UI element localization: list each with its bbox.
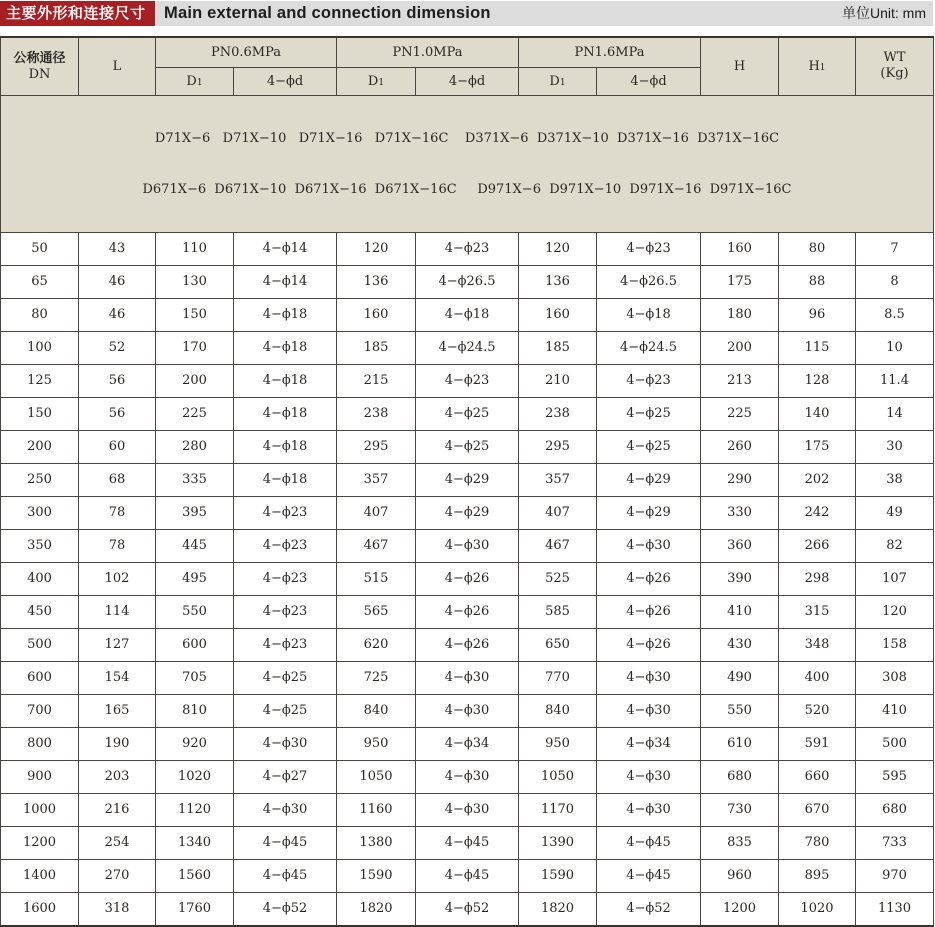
cell-pn16-d1: 1820 [519,892,597,926]
cell-pn16-bolt: 4−ϕ24.5 [597,331,701,364]
cell-pn06-d1: 1020 [156,760,234,793]
cell-pn10-bolt: 4−ϕ26.5 [416,265,519,298]
cell-pn06-bolt: 4−ϕ18 [234,364,337,397]
cell-pn06-d1: 550 [156,595,234,628]
header-h1-sub: 1 [819,62,826,73]
cell-h: 330 [701,496,779,529]
cell-h1: 780 [779,826,856,859]
table-row [1,727,934,760]
cell-pn06-d1: 150 [156,298,234,331]
cell-pn10-bolt: 4−ϕ23 [416,364,519,397]
model-line-1: D71X−6 D71X−10 D71X−16 D71X−16C D371X−6 D371X−10 D371X−16 D371X−16C [154,130,780,146]
cell-pn06-d1: 225 [156,397,234,430]
cell-dn: 150 [1,397,79,430]
cell-h: 960 [701,859,779,892]
cell-h: 410 [701,595,779,628]
cell-wt: 14 [856,397,934,430]
d1-sub: 1 [378,77,385,88]
cell-h: 175 [701,265,779,298]
cell-wt: 1130 [856,892,934,926]
d1-sub: 1 [559,77,566,88]
cell-pn06-bolt: 4−ϕ25 [234,694,337,727]
cell-h: 213 [701,364,779,397]
cell-pn10-bolt: 4−ϕ30 [416,793,519,826]
header-l: L [79,37,156,95]
cell-dn: 200 [1,430,79,463]
cell-pn06-bolt: 4−ϕ23 [234,529,337,562]
cell-pn06-bolt: 4−ϕ18 [234,397,337,430]
cell-h1: 140 [779,397,856,430]
cell-pn10-bolt: 4−ϕ45 [416,826,519,859]
cell-pn06-bolt: 4−ϕ45 [234,826,337,859]
cell-pn06-bolt: 4−ϕ30 [234,793,337,826]
unit-label: 单位Unit: mm [842,5,926,21]
cell-h1: 400 [779,661,856,694]
cell-wt: 8.5 [856,298,934,331]
cell-l: 114 [79,595,156,628]
cell-pn16-bolt: 4−ϕ30 [597,793,701,826]
cell-pn06-d1: 1760 [156,892,234,926]
cell-pn10-d1: 467 [337,529,416,562]
cell-pn10-d1: 215 [337,364,416,397]
cell-pn06-bolt: 4−ϕ52 [234,892,337,926]
cell-pn16-bolt: 4−ϕ52 [597,892,701,926]
header-h1 [779,37,856,95]
cell-l: 78 [79,529,156,562]
cell-dn: 125 [1,364,79,397]
cell-h1: 80 [779,232,856,265]
cell-pn16-d1: 407 [519,496,597,529]
cell-pn06-bolt: 4−ϕ18 [234,298,337,331]
cell-h: 180 [701,298,779,331]
cell-pn16-bolt: 4−ϕ30 [597,529,701,562]
cell-l: 56 [79,397,156,430]
cell-pn10-d1: 1160 [337,793,416,826]
cell-h1: 298 [779,562,856,595]
cell-pn10-d1: 1380 [337,826,416,859]
cell-l: 68 [79,463,156,496]
cell-pn10-bolt: 4−ϕ52 [416,892,519,926]
cell-pn06-d1: 1560 [156,859,234,892]
cell-h: 290 [701,463,779,496]
header-pn06-bolt: 4−ϕd [234,67,337,95]
header-pn16-d1 [519,67,597,95]
cell-pn06-bolt: 4−ϕ18 [234,463,337,496]
cell-dn: 80 [1,298,79,331]
cell-dn: 350 [1,529,79,562]
cell-h: 200 [701,331,779,364]
cell-wt: 500 [856,727,934,760]
cell-pn16-d1: 1170 [519,793,597,826]
cell-pn16-bolt: 4−ϕ23 [597,364,701,397]
cell-h1: 895 [779,859,856,892]
cell-h: 490 [701,661,779,694]
cell-h: 680 [701,760,779,793]
header-pn16: PN1.6MPa [519,37,701,67]
cell-pn10-d1: 565 [337,595,416,628]
table-row [1,298,934,331]
cell-pn06-d1: 130 [156,265,234,298]
cell-pn16-bolt: 4−ϕ30 [597,694,701,727]
cell-pn10-d1: 120 [337,232,416,265]
cell-h: 430 [701,628,779,661]
cell-dn: 1000 [1,793,79,826]
cell-l: 52 [79,331,156,364]
table-row [1,892,934,926]
header-pn10-d1 [337,67,416,95]
header-wt-label: WT [883,50,906,66]
cell-pn10-d1: 357 [337,463,416,496]
table-row [1,826,934,859]
cell-h1: 348 [779,628,856,661]
cell-pn06-bolt: 4−ϕ14 [234,265,337,298]
table-row [1,694,934,727]
cell-pn10-bolt: 4−ϕ29 [416,496,519,529]
cell-pn16-d1: 650 [519,628,597,661]
cell-pn06-bolt: 4−ϕ18 [234,331,337,364]
cell-h1: 242 [779,496,856,529]
cell-wt: 733 [856,826,934,859]
cell-l: 254 [79,826,156,859]
cell-wt: 30 [856,430,934,463]
cell-l: 46 [79,298,156,331]
table-row [1,793,934,826]
cell-dn: 250 [1,463,79,496]
table-row [1,430,934,463]
cell-dn: 450 [1,595,79,628]
cell-pn16-bolt: 4−ϕ45 [597,826,701,859]
cell-pn16-d1: 160 [519,298,597,331]
cell-h1: 1020 [779,892,856,926]
cell-wt: 7 [856,232,934,265]
table-row [1,661,934,694]
cell-h1: 96 [779,298,856,331]
cell-l: 270 [79,859,156,892]
cell-dn: 800 [1,727,79,760]
cell-pn06-bolt: 4−ϕ27 [234,760,337,793]
cell-l: 203 [79,760,156,793]
cell-pn16-bolt: 4−ϕ26 [597,628,701,661]
cell-pn10-bolt: 4−ϕ18 [416,298,519,331]
cell-pn06-bolt: 4−ϕ23 [234,628,337,661]
cell-pn10-d1: 1590 [337,859,416,892]
cell-pn16-d1: 1390 [519,826,597,859]
cell-h: 390 [701,562,779,595]
cell-pn16-d1: 210 [519,364,597,397]
cell-l: 318 [79,892,156,926]
cell-pn16-d1: 840 [519,694,597,727]
table-row [1,760,934,793]
cell-pn06-d1: 920 [156,727,234,760]
cell-dn: 1600 [1,892,79,926]
cell-pn16-bolt: 4−ϕ25 [597,430,701,463]
cell-pn10-d1: 620 [337,628,416,661]
table-row [1,628,934,661]
dimension-table [0,36,934,927]
cell-pn16-d1: 467 [519,529,597,562]
cell-h: 835 [701,826,779,859]
cell-pn10-d1: 840 [337,694,416,727]
cell-l: 127 [79,628,156,661]
table-row [1,463,934,496]
cell-pn10-d1: 295 [337,430,416,463]
cell-pn16-d1: 120 [519,232,597,265]
cell-h1: 660 [779,760,856,793]
cell-wt: 595 [856,760,934,793]
cell-pn10-d1: 238 [337,397,416,430]
cell-dn: 65 [1,265,79,298]
d1-sub: 1 [196,77,203,88]
model-line-2: D671X−6 D671X−10 D671X−16 D671X−16C D971X−6 D971X−10 D971X−16 D971X−16C [142,181,792,197]
cell-pn06-bolt: 4−ϕ45 [234,859,337,892]
cell-dn: 1400 [1,859,79,892]
cell-wt: 82 [856,529,934,562]
cell-pn06-d1: 495 [156,562,234,595]
header-pn10: PN1.0MPa [337,37,519,67]
cell-pn16-bolt: 4−ϕ26.5 [597,265,701,298]
cell-h1: 520 [779,694,856,727]
d1-main: D [186,73,197,89]
header-pn06-d1 [156,67,234,95]
cell-pn10-bolt: 4−ϕ30 [416,661,519,694]
section-title-english: Main external and connection dimension [164,4,491,22]
cell-pn06-d1: 110 [156,232,234,265]
cell-h: 260 [701,430,779,463]
cell-pn16-d1: 950 [519,727,597,760]
cell-pn10-bolt: 4−ϕ29 [416,463,519,496]
cell-pn10-d1: 515 [337,562,416,595]
table-row [1,331,934,364]
section-title-chinese: 主要外形和连接尺寸 [0,1,155,26]
cell-dn: 100 [1,331,79,364]
cell-pn16-bolt: 4−ϕ34 [597,727,701,760]
cell-pn16-bolt: 4−ϕ30 [597,760,701,793]
table-row [1,265,934,298]
cell-pn06-d1: 395 [156,496,234,529]
header-dn-english: DN [28,67,51,83]
cell-pn10-bolt: 4−ϕ25 [416,430,519,463]
header-dn-chinese: 公称通径 [13,51,66,67]
cell-pn10-d1: 1050 [337,760,416,793]
cell-h1: 175 [779,430,856,463]
cell-wt: 8 [856,265,934,298]
cell-l: 43 [79,232,156,265]
d1-main: D [549,73,560,89]
cell-wt: 970 [856,859,934,892]
table-row [1,496,934,529]
cell-pn06-d1: 1340 [156,826,234,859]
cell-wt: 680 [856,793,934,826]
table-row [1,397,934,430]
cell-pn10-bolt: 4−ϕ23 [416,232,519,265]
cell-l: 165 [79,694,156,727]
cell-pn10-bolt: 4−ϕ25 [416,397,519,430]
cell-pn16-d1: 770 [519,661,597,694]
cell-h1: 115 [779,331,856,364]
cell-h: 1200 [701,892,779,926]
cell-dn: 50 [1,232,79,265]
cell-pn10-bolt: 4−ϕ34 [416,727,519,760]
cell-wt: 158 [856,628,934,661]
section-title-bar [0,1,933,26]
table-row [1,529,934,562]
header-wt-unit: (Kg) [880,66,909,82]
cell-pn16-d1: 525 [519,562,597,595]
cell-pn10-bolt: 4−ϕ30 [416,529,519,562]
cell-pn10-d1: 136 [337,265,416,298]
cell-dn: 300 [1,496,79,529]
table-row [1,364,934,397]
table-body [1,232,934,926]
cell-wt: 308 [856,661,934,694]
cell-pn06-bolt: 4−ϕ18 [234,430,337,463]
cell-pn06-d1: 705 [156,661,234,694]
cell-pn10-bolt: 4−ϕ30 [416,694,519,727]
cell-pn16-d1: 185 [519,331,597,364]
cell-h1: 128 [779,364,856,397]
cell-pn16-d1: 136 [519,265,597,298]
cell-h1: 670 [779,793,856,826]
cell-wt: 11.4 [856,364,934,397]
cell-pn06-bolt: 4−ϕ23 [234,562,337,595]
cell-dn: 400 [1,562,79,595]
cell-pn10-d1: 950 [337,727,416,760]
header-pn06: PN0.6MPa [156,37,337,67]
cell-h1: 591 [779,727,856,760]
cell-pn16-bolt: 4−ϕ26 [597,562,701,595]
cell-pn16-bolt: 4−ϕ26 [597,595,701,628]
table-row [1,859,934,892]
cell-pn06-d1: 1120 [156,793,234,826]
cell-pn06-d1: 200 [156,364,234,397]
model-band [1,95,934,232]
cell-pn16-bolt: 4−ϕ45 [597,859,701,892]
header-h: H [701,37,779,95]
header-dn [1,37,79,95]
cell-pn06-bolt: 4−ϕ25 [234,661,337,694]
cell-pn10-d1: 1820 [337,892,416,926]
cell-dn: 600 [1,661,79,694]
cell-dn: 700 [1,694,79,727]
cell-l: 154 [79,661,156,694]
cell-pn10-d1: 160 [337,298,416,331]
table-row [1,562,934,595]
cell-pn06-bolt: 4−ϕ23 [234,595,337,628]
cell-h: 360 [701,529,779,562]
cell-dn: 500 [1,628,79,661]
cell-wt: 107 [856,562,934,595]
cell-pn16-d1: 1050 [519,760,597,793]
cell-wt: 10 [856,331,934,364]
cell-pn16-bolt: 4−ϕ23 [597,232,701,265]
cell-h: 225 [701,397,779,430]
cell-pn16-bolt: 4−ϕ29 [597,463,701,496]
table-row [1,595,934,628]
cell-dn: 1200 [1,826,79,859]
cell-pn10-bolt: 4−ϕ45 [416,859,519,892]
cell-l: 190 [79,727,156,760]
cell-pn16-bolt: 4−ϕ30 [597,661,701,694]
cell-pn10-d1: 725 [337,661,416,694]
header-h1-main: H [808,58,820,74]
cell-h1: 202 [779,463,856,496]
cell-l: 216 [79,793,156,826]
cell-pn16-d1: 585 [519,595,597,628]
cell-pn10-d1: 185 [337,331,416,364]
cell-pn16-d1: 238 [519,397,597,430]
cell-pn06-d1: 170 [156,331,234,364]
cell-pn06-d1: 335 [156,463,234,496]
cell-h1: 266 [779,529,856,562]
cell-wt: 49 [856,496,934,529]
cell-pn06-d1: 810 [156,694,234,727]
cell-h: 550 [701,694,779,727]
cell-pn06-bolt: 4−ϕ23 [234,496,337,529]
cell-h: 160 [701,232,779,265]
cell-l: 46 [79,265,156,298]
cell-pn10-d1: 407 [337,496,416,529]
cell-wt: 38 [856,463,934,496]
cell-pn06-d1: 445 [156,529,234,562]
cell-l: 102 [79,562,156,595]
d1-main: D [367,73,379,89]
cell-l: 56 [79,364,156,397]
cell-h: 610 [701,727,779,760]
cell-pn06-bolt: 4−ϕ14 [234,232,337,265]
cell-pn10-bolt: 4−ϕ26 [416,628,519,661]
header-wt [856,37,934,95]
cell-l: 60 [79,430,156,463]
cell-dn: 900 [1,760,79,793]
cell-pn16-bolt: 4−ϕ25 [597,397,701,430]
cell-pn10-bolt: 4−ϕ30 [416,760,519,793]
cell-pn16-d1: 357 [519,463,597,496]
cell-h: 730 [701,793,779,826]
cell-h1: 88 [779,265,856,298]
cell-pn10-bolt: 4−ϕ26 [416,595,519,628]
cell-pn10-bolt: 4−ϕ26 [416,562,519,595]
cell-pn16-d1: 295 [519,430,597,463]
header-pn16-bolt: 4−ϕd [597,67,701,95]
table-row [1,232,934,265]
cell-wt: 410 [856,694,934,727]
cell-pn06-d1: 600 [156,628,234,661]
cell-l: 78 [79,496,156,529]
cell-pn06-bolt: 4−ϕ30 [234,727,337,760]
cell-pn10-bolt: 4−ϕ24.5 [416,331,519,364]
cell-h1: 315 [779,595,856,628]
table-header [1,37,934,95]
cell-pn16-bolt: 4−ϕ18 [597,298,701,331]
model-list [1,95,934,232]
cell-pn06-d1: 280 [156,430,234,463]
cell-wt: 120 [856,595,934,628]
cell-pn16-bolt: 4−ϕ29 [597,496,701,529]
cell-pn16-d1: 1590 [519,859,597,892]
header-pn10-bolt: 4−ϕd [416,67,519,95]
